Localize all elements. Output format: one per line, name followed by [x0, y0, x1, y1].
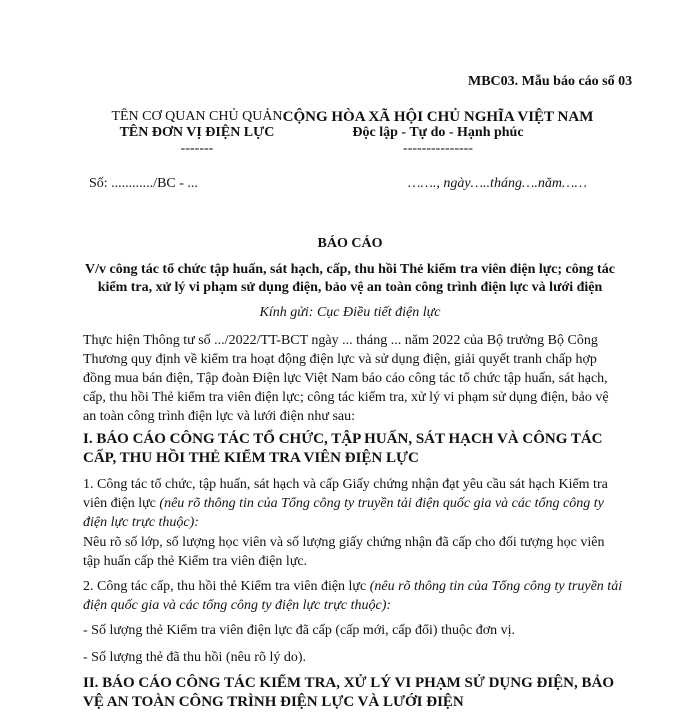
subject-line-2: kiểm tra, xử lý vi phạm sử dụng điện, bảo vệ an toàn công trình điện lực và lưới điện [97, 280, 603, 295]
section-1-title: I. BÁO CÁO CÔNG TÁC TỔ CHỨC, TẬP HUẤN, SÁT HẠCH VÀ CÔNG TÁC CẤP, THU HỒI THẺ KIỂM TRA VIÊN ĐIỆN LỰC [83, 431, 603, 466]
document-title: BÁO CÁO [317, 236, 383, 251]
unit-name: TÊN ĐƠN VỊ ĐIỆN LỰC [119, 125, 275, 140]
intro-paragraph: Thực hiện Thông tư số .../2022/TT-BCT ngày ... tháng ... năm 2022 của Bộ trưởng Bộ Công Thương quy định về kiểm tra hoạt động điện lực và sử dụng điện, giải quyết tranh chấp hợp đồng mua bán điện, Tập đoàn Điện lực Việt Nam báo cáo công tác tổ chức tập huấn, sát hạch, cấp, thu hồi Thẻ kiểm tra viên điện lực; công tác kiểm tra, xử lý vi phạm sử dụng điện, bảo vệ an toàn công trình điện lực và lưới điện như sau: [83, 333, 609, 424]
item-2-note: (nêu rõ thông tin của Tổng công ty truyền tải điện quốc gia và các tổng công ty điện lực trực thuộc): [83, 579, 623, 613]
right-divider: --------------- [403, 141, 473, 156]
subject-line-1: V/v công tác tổ chức tập huấn, sát hạch, cấp, thu hồi Thẻ kiểm tra viên điện lực; công tác [85, 262, 615, 277]
left-divider: ------- [180, 141, 214, 156]
bullet-cards-issued: - Số lượng thẻ Kiểm tra viên điện lực đã cấp (cấp mới, cấp đổi) thuộc đơn vị. [83, 623, 515, 638]
item-2 [83, 577, 623, 615]
form-code: MBC03. Mẫu báo cáo số 03 [468, 74, 633, 89]
document-number: Số: ............/BC - ... [89, 176, 198, 191]
section-2-title: II. BÁO CÁO CÔNG TÁC KIỂM TRA, XỬ LÝ VI PHẠM SỬ DỤNG ĐIỆN, BẢO VỆ AN TOÀN CÔNG TRÌNH ĐIỆN LỰC VÀ LƯỚI ĐIỆN [83, 675, 615, 710]
item-1-note: (nêu rõ thông tin của Tổng công ty truyền tải điện quốc gia và các tổng công ty điện lực trực thuộc): [83, 496, 604, 530]
bullet-cards-revoked: - Số lượng thẻ đã thu hồi (nêu rõ lý do). [83, 650, 307, 665]
item-1 [83, 475, 623, 532]
item-1-detail: Nêu rõ số lớp, số lượng học viên và số lượng giấy chứng nhận đã cấp cho đối tượng học viên tập huấn cấp thẻ Kiểm tra viên điện lực. [83, 535, 605, 569]
country-name: CỘNG HÒA XÃ HỘI CHỦ NGHĨA VIỆT NAM [282, 109, 594, 125]
motto: Độc lập - Tự do - Hạnh phúc [352, 125, 524, 140]
item-2-text: 2. Công tác cấp, thu hồi thẻ Kiểm tra viên điện lực [83, 579, 370, 594]
place-date: ……., ngày…..tháng….năm…… [408, 176, 587, 191]
agency-name: TÊN CƠ QUAN CHỦ QUẢN [111, 109, 283, 124]
item-1-text: 1. Công tác tổ chức, tập huấn, sát hạch và cấp Giấy chứng nhận đạt yêu cầu sát hạch Kiểm tra viên điện lực [83, 477, 608, 511]
recipient: Kính gửi: Cục Điều tiết điện lực [259, 305, 441, 320]
